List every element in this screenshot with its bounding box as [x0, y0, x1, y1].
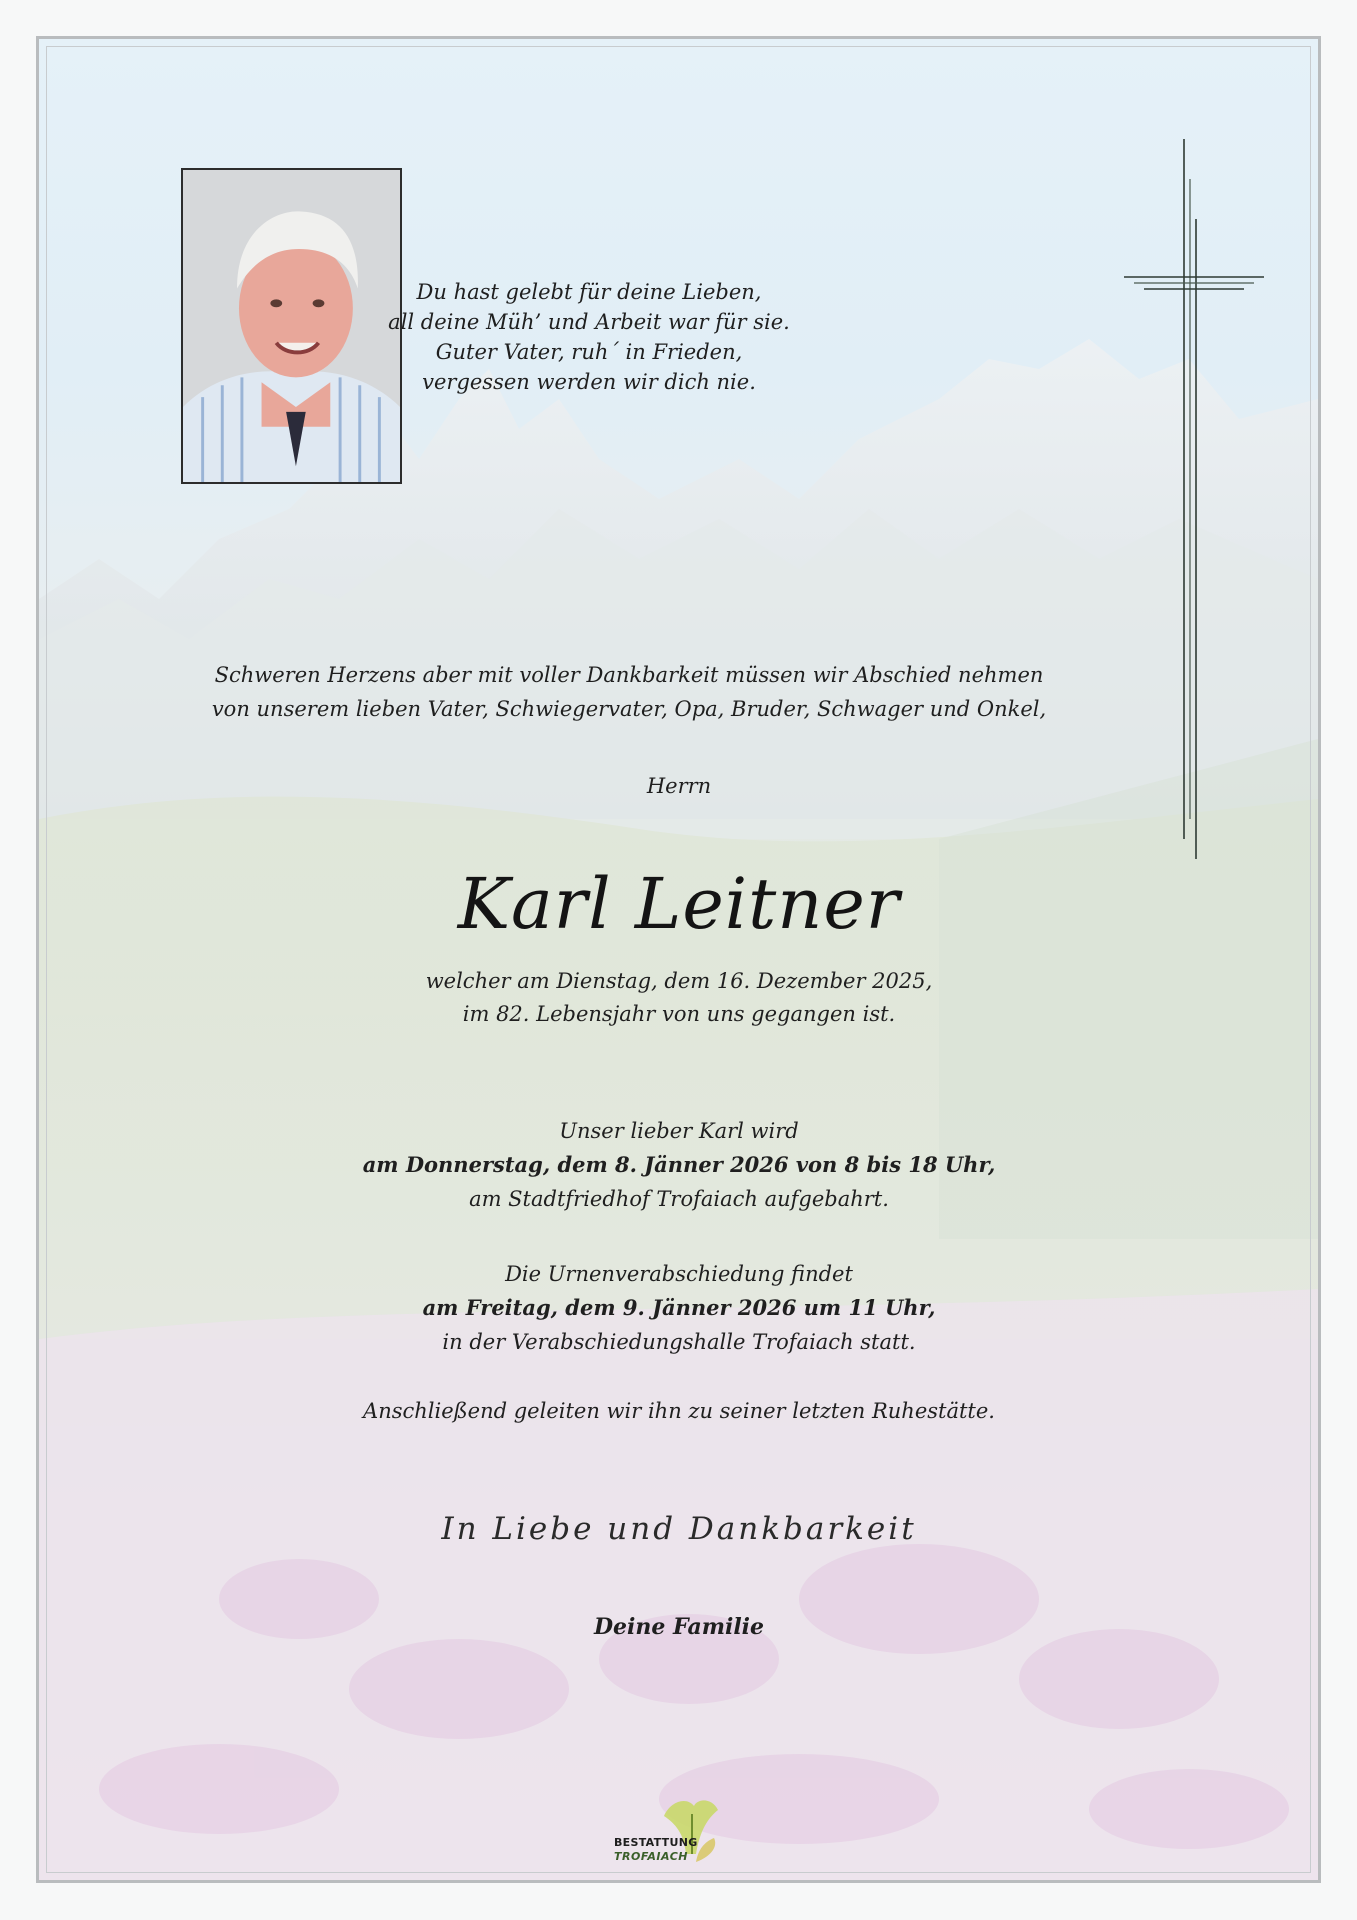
obituary-card [36, 36, 1321, 1883]
viewing-date [279, 1148, 1079, 1182]
death-line: im 82. Lebensjahr von uns gegangen ist. [462, 1002, 896, 1026]
intro-line: Schweren Herzens aber mit voller Dankbarkeit müssen wir Abschied nehmen [214, 663, 1044, 687]
cross-icon [1124, 139, 1264, 859]
logo-title: BESTATTUNG [614, 1836, 698, 1849]
logo-subtitle: TROFAIACH [614, 1850, 688, 1863]
farewell-details [279, 1257, 1079, 1359]
verse-line: Guter Vater, ruh´ in Frieden, [435, 340, 743, 364]
burial-note: Anschließend geleiten wir ihn zu seiner letzten Ruhestätte. [363, 1399, 995, 1423]
announcement-intro [129, 658, 1129, 726]
closing-phrase: In Liebe und Dankbarkeit [441, 1511, 917, 1547]
death-details [329, 965, 1029, 1031]
verse-line: vergessen werden wir dich nie. [422, 370, 756, 394]
viewing-line: Unser lieber Karl wird [559, 1119, 799, 1143]
farewell-date-text: am Freitag, dem 9. Jänner 2026 um 11 Uhr, [422, 1295, 936, 1320]
deceased-name: Karl Leitner [457, 863, 901, 945]
farewell-line: in der Verabschiedungshalle Trofaiach statt. [442, 1330, 916, 1354]
viewing-line: am Stadtfriedhof Trofaiach aufgebahrt. [469, 1187, 889, 1211]
farewell-line: Die Urnenverabschiedung findet [505, 1262, 853, 1286]
viewing-date-text: am Donnerstag, dem 8. Jänner 2026 von 8 bis 18 Uhr, [362, 1152, 996, 1177]
viewing-details [279, 1114, 1079, 1216]
verse-line: Du hast gelebt für deine Lieben, [416, 280, 762, 304]
memorial-verse [309, 277, 869, 397]
salutation: Herrn [646, 774, 712, 798]
intro-line: von unserem lieben Vater, Schwiegervater, Opa, Bruder, Schwager und Onkel, [211, 697, 1047, 721]
funeral-home-logo [594, 1784, 794, 1874]
death-line: welcher am Dienstag, dem 16. Dezember 2025, [425, 969, 933, 993]
farewell-date [279, 1291, 1079, 1325]
signature: Deine Familie [593, 1614, 765, 1640]
verse-line: all deine Müh’ und Arbeit war für sie. [388, 310, 790, 334]
